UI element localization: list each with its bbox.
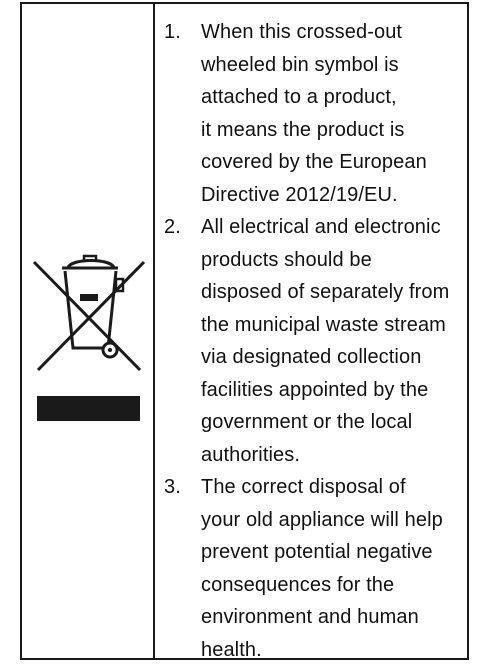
text-cell xyxy=(155,4,467,661)
crossed-out-wheeled-bin-icon xyxy=(28,244,150,378)
item-number: 1. xyxy=(164,21,181,43)
item-number: 2. xyxy=(164,216,181,238)
list-item xyxy=(155,211,467,471)
item-text: The correct disposal of your old appliance will help prevent potential negative consequences for the environment and human health. xyxy=(201,476,443,661)
black-bar-marker xyxy=(37,396,140,421)
symbol-cell xyxy=(22,4,155,658)
item-number: 3. xyxy=(164,476,181,498)
item-text: All electrical and electronic products should be disposed of separately from the municipal waste stream via designated collection facilities appointed by the government or the local authorities. xyxy=(201,216,450,466)
list-item xyxy=(155,16,467,211)
item-text: When this crossed-out wheeled bin symbol is attached to a product, it means the product is covered by the European Directive 2012/19/EU. xyxy=(201,21,427,206)
disposal-info-list xyxy=(155,16,467,666)
weee-notice-table xyxy=(20,2,469,660)
list-item xyxy=(155,471,467,666)
